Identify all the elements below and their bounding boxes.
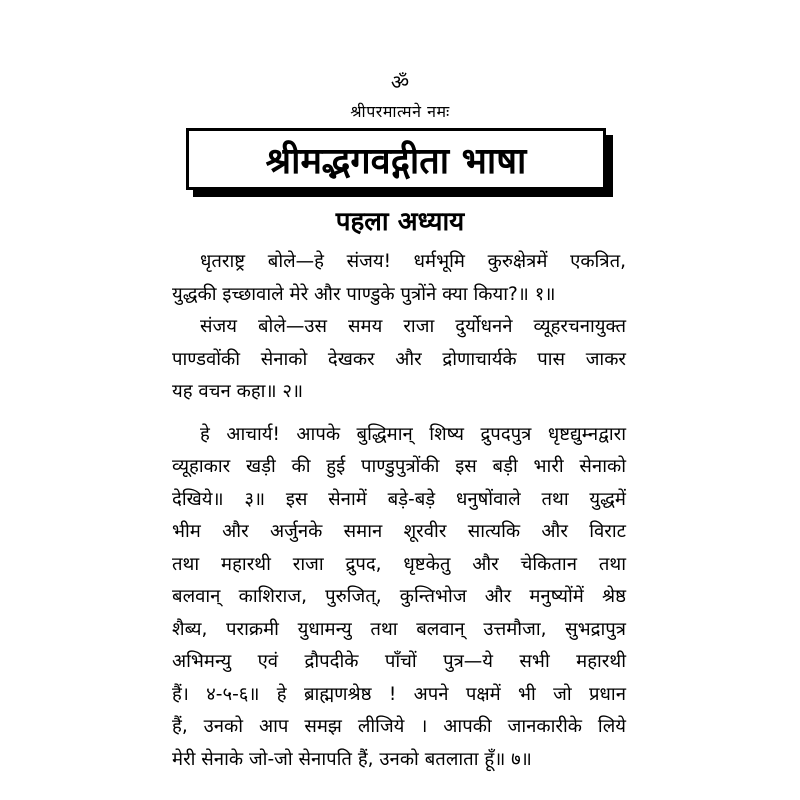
verse-line: धृतराष्ट्र बोले—हे संजय! धर्मभूमि कुरुक्षेत्रमें एकत्रित, <box>200 251 626 272</box>
verse-line: देखिये॥ ३॥ इस सेनामें बड़े-बड़े धनुषोंवाले तथा युद्धमें <box>172 488 626 510</box>
verse-line: युद्धकी इच्छावाले मेरे और पाण्डुके पुत्रोंने क्या किया?॥ १॥ <box>172 283 556 305</box>
verse-line: अभिमन्यु एवं द्रौपदीके पाँचों पुत्र—ये सभी महारथी <box>172 651 626 672</box>
chapter-heading: पहला अध्याय <box>335 207 465 237</box>
verse-line: तथा महारथी राजा द्रुपद, धृष्टकेतु और चेकितान तथा <box>172 553 626 575</box>
verse-line: संजय बोले—उस समय राजा दुर्योधनने व्यूहरचनायुक्त <box>200 316 626 337</box>
title-box <box>186 128 606 190</box>
verse-line: हैं, उनको आप समझ लीजिये । आपकी जानकारीके लिये <box>172 716 626 737</box>
verse-line: व्यूहाकार खड़ी की हुई पाण्डुपुत्रोंकी इस बड़ी भारी सेनाको <box>172 456 626 477</box>
verse-line: मेरी सेनाके जो-जो सेनापति हैं, उनको बतलाता हूँ॥ ७॥ <box>172 748 532 770</box>
verse-line: शैब्य, पराक्रमी युधामन्यु तथा बलवान् उत्तमौजा, सुभद्रापुत्र <box>172 618 626 640</box>
verse-line: पाण्डवोंकी सेनाको देखकर और द्रोणाचार्यके पास जाकर <box>172 348 626 370</box>
paragraph-gap <box>172 409 626 419</box>
verse-line: हे आचार्य! आपके बुद्धिमान् शिष्य द्रुपदपुत्र धृष्टद्युम्नद्वारा <box>200 423 626 445</box>
verse-line: भीम और अर्जुनके समान शूरवीर सात्यकि और विराट <box>172 521 626 542</box>
verse-line: यह वचन कहा॥ २॥ <box>172 381 304 402</box>
invocation-line: श्रीपरमात्मने नमः <box>350 102 450 121</box>
verse-line: बलवान् काशिराज, पुरुजित्, कुन्तिभोज और मनुष्योंमें श्रेष्ठ <box>172 586 626 607</box>
verse-line: हैं। ४-५-६॥ हे ब्राह्मणश्रेष्ठ ! अपने पक्षमें भी जो प्रधान <box>172 683 626 705</box>
verse-text-block <box>172 246 626 776</box>
book-title: श्रीमद्भगवद्गीता भाषा <box>265 139 527 182</box>
om-symbol: ॐ <box>390 70 410 94</box>
